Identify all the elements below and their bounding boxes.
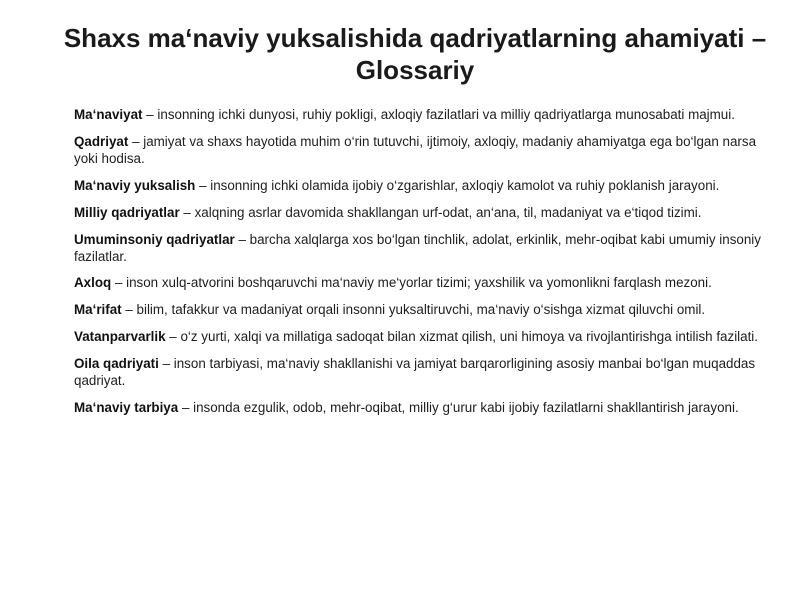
glossary-entry [74,274,764,291]
term-separator: – [132,133,144,149]
term-separator: – [238,231,250,247]
glossary-entry [74,231,764,265]
glossary-definition: o‘z yurti, xalqi va millatiga sadoqat bilan xizmat qilish, uni himoya va rivojlantirishga intilish fazilati. [180,329,759,345]
term-separator: – [125,302,137,318]
glossary-term: Ma‘rifat [74,302,122,318]
term-separator: – [183,204,195,220]
glossary-term: Axloq [74,275,112,291]
term-separator: – [146,107,158,122]
glossary-list [74,106,764,426]
glossary-definition: insonda ezgulik, odob, mehr-oqibat, milliy g‘urur kabi ijobiy fazilatlarni shakllantirish jarayoni. [193,400,739,416]
glossary-definition: bilim, tafakkur va madaniyat orqali insonni yuksaltiruvchi, ma‘naviy o‘sishga xizmat qiluvchi omil. [136,302,706,318]
term-separator: – [169,329,181,345]
glossary-entry [74,355,764,389]
glossary-entry [74,301,764,318]
glossary-term: Umuminsoniy qadriyatlar [74,231,235,247]
glossary-definition: xalqning asrlar davomida shakllangan urf-odat, an‘ana, til, madaniyat va e‘tiqod tizimi. [194,204,702,220]
term-separator: – [181,400,194,416]
term-separator: – [162,356,174,372]
glossary-entry [74,328,764,345]
glossary-term: Vatanparvarlik [74,329,166,345]
glossary-definition: insonning ichki olamida ijobiy o‘zgarishlar, axloqiy kamolot va ruhiy poklanish jarayoni. [210,177,720,193]
glossary-term: Qadriyat [74,133,129,149]
glossary-entry [74,133,764,167]
glossary-entry [74,106,764,123]
glossary-definition: inson xulq-atvorini boshqaruvchi ma‘naviy me‘yorlar tizimi; yaxshilik va yomonlikni farqlash mezoni. [126,275,712,291]
glossary-definition: barcha xalqlarga xos bo‘lgan tinchlik, adolat, erkinlik, mehr-oqibat kabi umumiy insoniy fazilatlar. [74,231,761,264]
glossary-definition: insonning ichki dunyosi, ruhiy pokligi, axloqiy fazilatlari va milliy qadriyatlarga munosabati majmui. [157,107,735,122]
glossary-term: Ma‘naviy yuksalish [74,177,196,193]
term-separator: – [114,275,127,291]
glossary-definition: jamiyat va shaxs hayotida muhim o‘rin tutuvchi, ijtimoiy, axloqiy, madaniy ahamiyatga ega bo‘lgan narsa yoki hodisa. [74,133,757,166]
glossary-entry [74,177,764,194]
glossary-term: Ma‘naviy tarbiya [74,400,179,416]
glossary-term: Ma‘naviyat [74,107,143,122]
page-title: Shaxs ma‘naviy yuksalishida qadriyatlarning ahamiyati – Glossariy [63,23,767,85]
glossary-term: Oila qadriyati [74,356,159,372]
glossary-entry [74,204,764,221]
term-separator: – [199,177,211,193]
glossary-term: Milliy qadriyatlar [74,204,180,220]
glossary-entry [74,399,764,416]
glossary-definition: inson tarbiyasi, ma‘naviy shakllanishi va jamiyat barqarorligining asosiy manbai bo‘lgan muqaddas qadriyat. [74,356,756,389]
